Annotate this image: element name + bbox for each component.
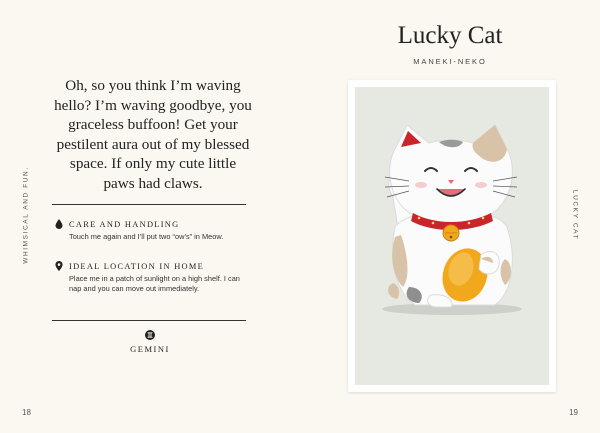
care-section (55, 219, 245, 242)
cat-quote: Oh, so you think I’m waving hello? I’m waving goodbye, you graceless buffoon! Get your pestilent aura out of my blessed space. If only my cute little paws had claws. (54, 77, 252, 192)
page-subtitle: MANEKI-NEKO (413, 57, 487, 66)
illustration-frame (348, 80, 556, 392)
page-number-left: 18 (22, 408, 31, 417)
left-side-label: WHIMSICAL AND FUN. (22, 166, 30, 264)
page-title: Lucky Cat (397, 22, 503, 49)
right-side-label: LUCKY CAT (571, 189, 579, 241)
location-pin-icon (55, 261, 63, 271)
page-number-right: 19 (569, 408, 578, 417)
location-text: Place me in a patch of sunlight on a high shelf. I can nap and you can move out immediately. (69, 274, 240, 294)
zodiac-sign (100, 330, 200, 354)
location-heading: IDEAL LOCATION IN HOME (69, 261, 205, 271)
divider-top (52, 204, 246, 205)
divider-bottom (52, 320, 246, 321)
maneki-neko-cat-icon (355, 87, 549, 385)
right-page (300, 0, 600, 433)
zodiac-label: GEMINI (130, 344, 170, 354)
care-text: Touch me again and I’ll put two “ow’s” in Meow. (69, 232, 224, 241)
care-heading: CARE AND HANDLING (69, 219, 180, 229)
illustration-background (355, 87, 549, 385)
water-drop-icon (55, 219, 63, 229)
gemini-icon (145, 330, 155, 340)
location-section (55, 261, 245, 294)
